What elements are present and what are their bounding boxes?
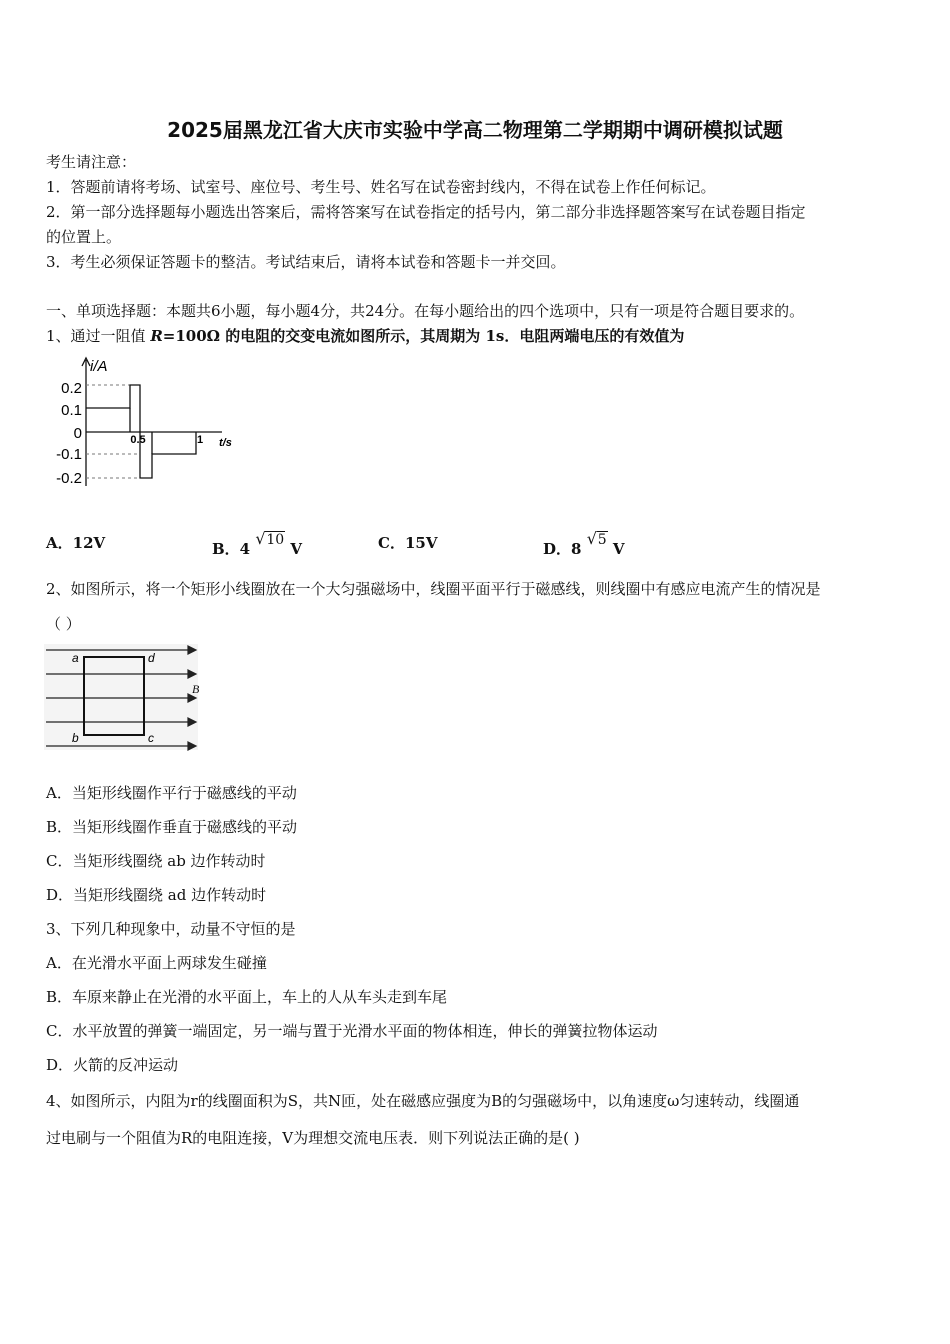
y-tick-label: -0.1 — [56, 446, 82, 463]
y-tick-label: 0 — [73, 425, 82, 442]
y-tick-label: -0.2 — [56, 470, 82, 487]
section-heading: 一、单项选择题：本题共6小题，每小题4分，共24分。在每小题给出的四个选项中，只有一项是符合题目要求的。 — [46, 302, 805, 320]
question-2-stem: 2、如图所示，将一个矩形小线圈放在一个大匀强磁场中，线圈平面平行于磁感线，则线圈中有感应电流产生的情况是 — [46, 580, 821, 598]
q3-option-a: A．在光滑水平面上两球发生碰撞 — [46, 954, 267, 972]
q1-option-b: B．4 √ 10 V — [212, 529, 303, 558]
corner-label-d: d — [148, 651, 155, 665]
answer-paren: （ ） — [46, 615, 81, 633]
notice-item: 3．考生必须保证答题卡的整洁。考试结束后，请将本试卷和答题卡一并交回。 — [46, 253, 566, 271]
q2-option-d: D．当矩形线圈绕 ad 边作转动时 — [46, 886, 267, 904]
current-time-graph — [44, 354, 244, 494]
field-label-B: B — [192, 682, 200, 696]
corner-label-a: a — [72, 651, 79, 665]
question-3-stem: 3、下列几种现象中，动量不守恒的是 — [46, 920, 296, 938]
corner-label-c: c — [148, 731, 154, 745]
y-tick-label: 0.1 — [61, 402, 82, 419]
y-axis-label: i/A — [90, 358, 108, 375]
q2-option-b: B．当矩形线圈作垂直于磁感线的平动 — [46, 818, 298, 836]
y-tick-label: 0.2 — [61, 380, 82, 397]
notice-item: 1．答题前请将考场、试室号、座位号、考生号、姓名写在试卷密封线内，不得在试卷上作任何标记。 — [46, 178, 716, 196]
question-4-line-1: 4、如图所示，内阻为r的线圈面积为S，共N匝，处在磁感应强度为B的匀强磁场中，以角速度ω匀速转动，线圈通 — [46, 1092, 800, 1110]
corner-label-b: b — [72, 731, 79, 745]
page-title: 2025届黑龙江省大庆市实验中学高二物理第二学期期中调研模拟试题 — [167, 118, 783, 142]
notice-heading: 考生请注意： — [46, 153, 137, 171]
q2-option-c: C．当矩形线圈绕 ab 边作转动时 — [46, 852, 266, 870]
question-4-line-2: 过电刷与一个阻值为R的电阻连接，V为理想交流电压表．则下列说法正确的是( ) — [46, 1129, 580, 1147]
x-tick-label: 1 — [196, 434, 204, 446]
q1-option-a: A．12V — [46, 534, 106, 552]
question-1-stem: 1、通过一阻值 R=100Ω 的电阻的交变电流如图所示，其周期为 1s．电阻两端电压的有效值为 — [46, 327, 685, 345]
notice-item: 2．第一部分选择题每小题选出答案后，需将答案写在试卷指定的括号内，第二部分非选择题答案写在试卷题目指定 — [46, 203, 806, 221]
x-tick-label: 0.5 — [130, 434, 146, 446]
notice-item: 的位置上。 — [46, 228, 122, 246]
q2-option-a: A．当矩形线圈作平行于磁感线的平动 — [46, 784, 297, 802]
q1-option-c: C．15V — [378, 534, 438, 552]
q3-option-d: D．火箭的反冲运动 — [46, 1056, 179, 1074]
q3-option-c: C．水平放置的弹簧一端固定，另一端与置于光滑水平面的物体相连，伸长的弹簧拉物体运动 — [46, 1022, 658, 1040]
q1-option-d: D．8 √ 5 V — [543, 529, 625, 558]
x-axis-label: t/s — [219, 437, 232, 449]
coil-in-field-figure — [44, 644, 204, 752]
q3-option-b: B．车原来静止在光滑的水平面上，车上的人从车头走到车尾 — [46, 988, 448, 1006]
